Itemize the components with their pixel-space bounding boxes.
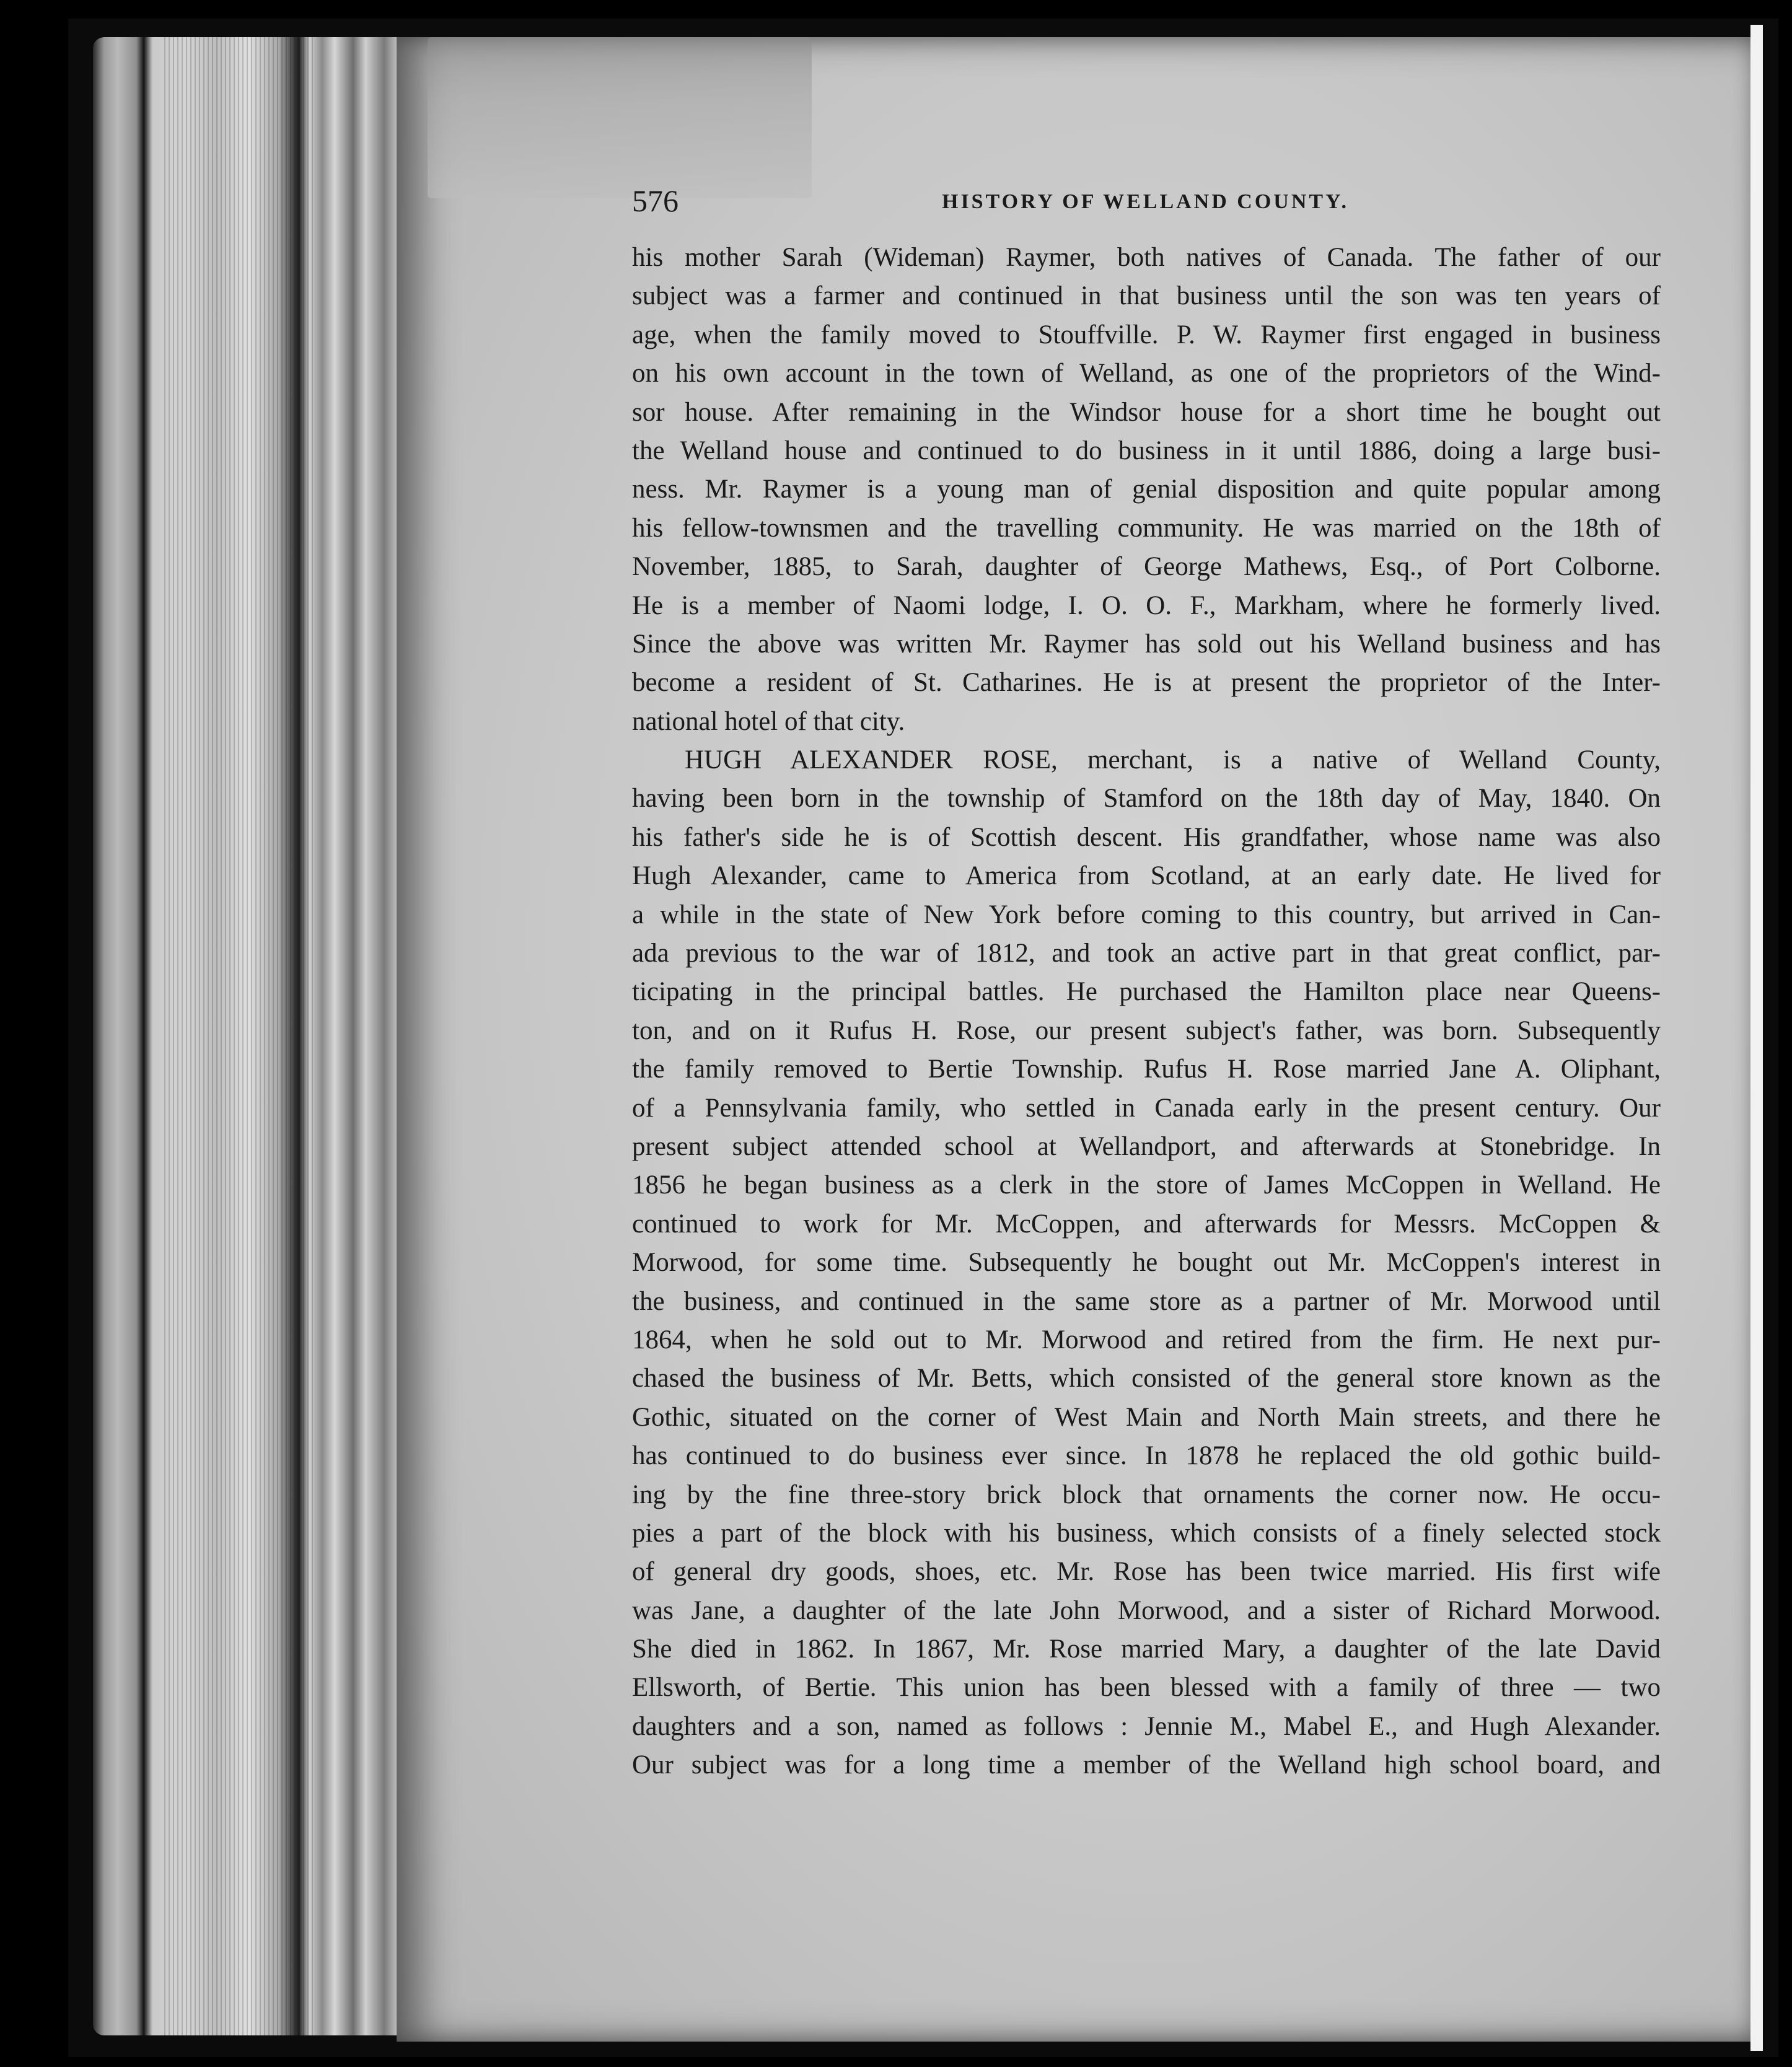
text-line: ada previous to the war of 1812, and took an active part in that great conflict, par- xyxy=(632,939,1661,968)
text-line: ticipating in the principal battles. He purchased the Hamilton place near Queens- xyxy=(632,977,1661,1007)
text-line: was Jane, a daughter of the late John Morwood, and a sister of Richard Morwood. xyxy=(632,1595,1661,1625)
text-line: the Welland house and continued to do business in it until 1886, doing a large busi- xyxy=(632,436,1661,465)
running-title: HISTORY OF WELLAND COUNTY. xyxy=(942,190,1349,213)
text-line: ing by the fine three-story brick block that ornaments the corner now. He occu- xyxy=(632,1480,1661,1509)
text-line: his father's side he is of Scottish descent. His grandfather, whose name was also xyxy=(632,822,1661,852)
page-number: 576 xyxy=(632,183,679,218)
text-line: his mother Sarah (Wideman) Raymer, both natives of Canada. The father of our xyxy=(632,243,1661,272)
text-line: sor house. After remaining in the Windsor house for a short time he bought out xyxy=(632,397,1661,427)
text-line: his fellow-townsmen and the travelling community. He was married on the 18th of xyxy=(632,513,1661,543)
text-line: Hugh Alexander, came to America from Scotland, at an early date. He lived for xyxy=(632,861,1661,891)
text-line: continued to work for Mr. McCoppen, and afterwards for Messrs. McCoppen & xyxy=(632,1209,1661,1239)
text-line: Gothic, situated on the corner of West Main and North Main streets, and there he xyxy=(632,1402,1661,1432)
page-right-edge xyxy=(1750,25,1763,2051)
text-line: HUGH ALEXANDER ROSE, merchant, is a native of Welland County, xyxy=(685,745,1661,775)
text-line: He is a member of Naomi lodge, I. O. O. F., Markham, where he formerly lived. xyxy=(632,590,1661,620)
text-line: daughters and a son, named as follows : Jennie M., Mabel E., and Hugh Alexander. xyxy=(632,1711,1661,1741)
body-text xyxy=(632,239,1661,1785)
tape-mark xyxy=(428,37,812,198)
text-line: present subject attended school at Wellandport, and afterwards at Stonebridge. In xyxy=(632,1131,1661,1161)
text-line: a while in the state of New York before coming to this country, but arrived in Can- xyxy=(632,900,1661,929)
text-line: national hotel of that city. xyxy=(632,706,905,736)
text-line: Our subject was for a long time a member of the Welland high school board, and xyxy=(632,1750,1661,1780)
text-line: 1856 he began business as a clerk in the store of James McCoppen in Welland. He xyxy=(632,1170,1661,1200)
text-line: 1864, when he sold out to Mr. Morwood and retired from the firm. He next pur- xyxy=(632,1325,1661,1354)
text-line: of a Pennsylvania family, who settled in Canada early in the present century. Our xyxy=(632,1093,1661,1123)
text-line: the business, and continued in the same store as a partner of Mr. Morwood until xyxy=(632,1286,1661,1316)
text-line: pies a part of the block with his business, which consists of a finely selected stock xyxy=(632,1518,1661,1548)
text-line: become a resident of St. Catharines. He is at present the proprietor of the Inter- xyxy=(632,668,1661,698)
text-line: has continued to do business ever since. In 1878 he replaced the old gothic build- xyxy=(632,1441,1661,1471)
book-page-edges xyxy=(93,37,415,2035)
text-line: Morwood, for some time. Subsequently he bought out Mr. McCoppen's interest in xyxy=(632,1248,1661,1278)
text-line: chased the business of Mr. Betts, which consisted of the general store known as the xyxy=(632,1364,1661,1393)
text-line: Since the above was written Mr. Raymer has sold out his Welland business and has xyxy=(632,629,1661,659)
text-line: having been born in the township of Stamford on the 18th day of May, 1840. On xyxy=(632,784,1661,814)
text-block xyxy=(632,177,1661,1785)
text-line: ness. Mr. Raymer is a young man of genial disposition and quite popular among xyxy=(632,475,1661,504)
text-line: November, 1885, to Sarah, daughter of George Mathews, Esq., of Port Colborne. xyxy=(632,552,1661,582)
text-line: of general dry goods, shoes, etc. Mr. Rose has been twice married. His first wife xyxy=(632,1557,1661,1587)
text-line: She died in 1862. In 1867, Mr. Rose married Mary, a daughter of the late David xyxy=(632,1635,1661,1664)
text-line: the family removed to Bertie Township. Rufus H. Rose married Jane A. Oliphant, xyxy=(632,1055,1661,1084)
text-line: on his own account in the town of Welland, as one of the proprietors of the Wind- xyxy=(632,359,1661,388)
text-line: Ellsworth, of Bertie. This union has been blessed with a family of three — two xyxy=(632,1673,1661,1703)
page-header xyxy=(632,177,1661,239)
text-line: subject was a farmer and continued in that business until the son was ten years of xyxy=(632,281,1661,311)
text-line: age, when the family moved to Stouffville. P. W. Raymer first engaged in business xyxy=(632,320,1661,349)
text-line: ton, and on it Rufus H. Rose, our present subject's father, was born. Subsequently xyxy=(632,1016,1661,1045)
